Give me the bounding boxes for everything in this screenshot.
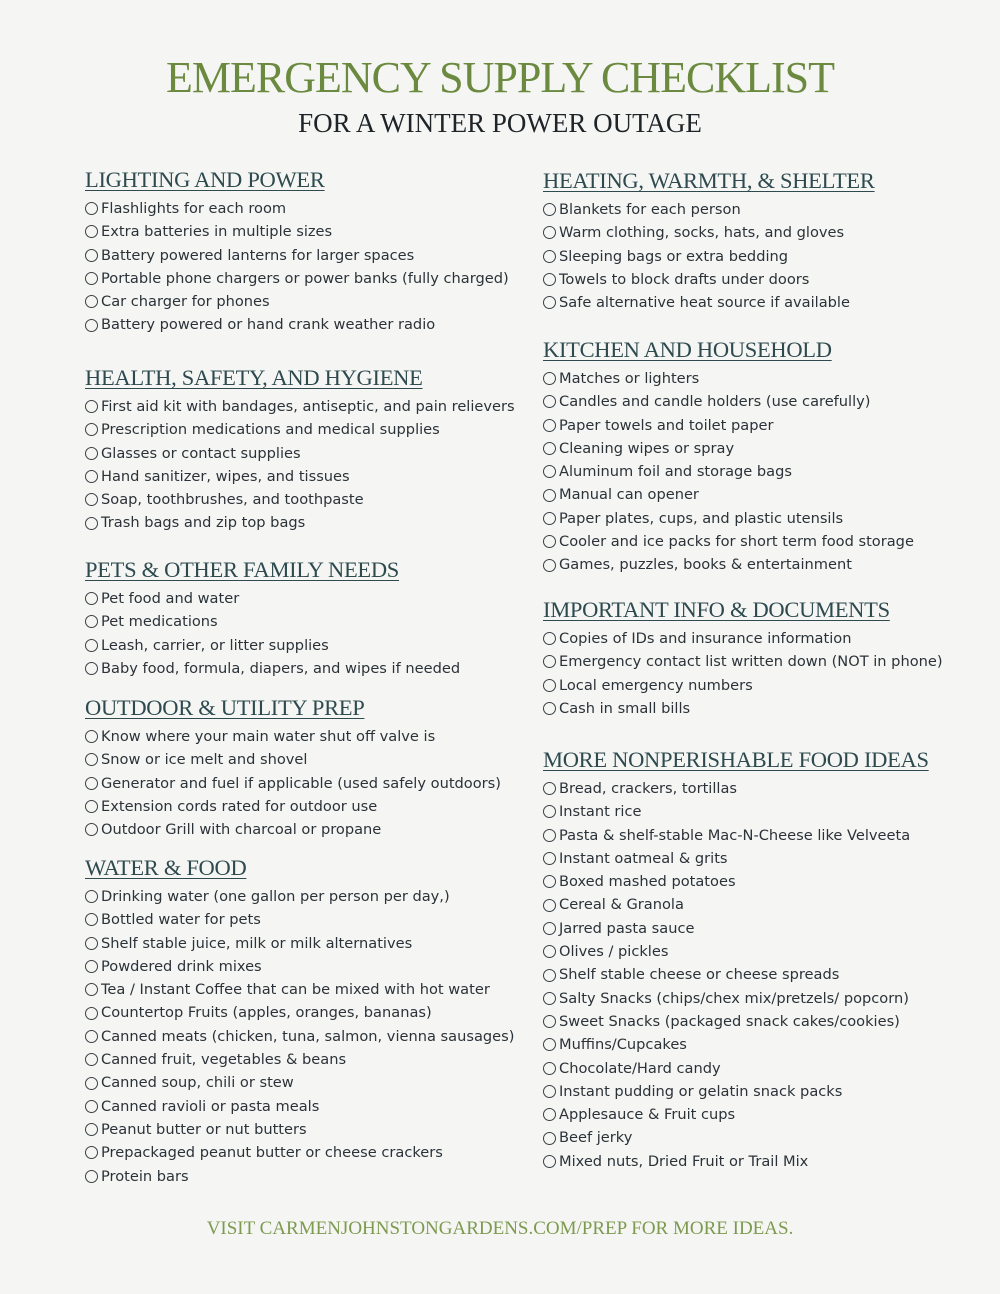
- checklist-item-label: Canned meats (chicken, tuna, salmon, vienna sausages): [101, 1027, 515, 1045]
- checklist-item: [85, 465, 515, 488]
- checklist-item-label: Manual can opener: [559, 486, 699, 504]
- checkbox-circle-icon[interactable]: [85, 592, 98, 605]
- checklist-item-label: Glasses or contact supplies: [101, 444, 301, 462]
- checklist-item: [543, 221, 875, 244]
- checkbox-circle-icon[interactable]: [85, 249, 98, 262]
- checklist-item: [85, 511, 515, 534]
- checkbox-circle-icon[interactable]: [543, 1062, 556, 1075]
- checklist-item: [543, 414, 914, 437]
- checkbox-circle-icon[interactable]: [543, 945, 556, 958]
- checkbox-circle-icon[interactable]: [85, 800, 98, 813]
- checklist-item-label: Muffins/Cupcakes: [559, 1036, 687, 1054]
- checkbox-circle-icon[interactable]: [85, 777, 98, 790]
- checkbox-circle-icon[interactable]: [85, 225, 98, 238]
- checklist-item-label: Paper towels and toilet paper: [559, 416, 774, 434]
- checklist-item-label: Instant rice: [559, 803, 642, 821]
- checkbox-circle-icon[interactable]: [85, 202, 98, 215]
- checkbox-circle-icon[interactable]: [543, 969, 556, 982]
- checklist-item: [85, 395, 515, 418]
- section-health-safety-and-hygiene: [85, 364, 515, 535]
- checkbox-circle-icon[interactable]: [85, 662, 98, 675]
- checklist-item: [543, 291, 875, 314]
- checklist-item: [85, 1095, 514, 1118]
- checkbox-circle-icon[interactable]: [543, 489, 556, 502]
- checklist-item-label: Aluminum foil and storage bags: [559, 463, 792, 481]
- checkbox-circle-icon[interactable]: [85, 493, 98, 506]
- checkbox-circle-icon[interactable]: [543, 442, 556, 455]
- footer-link-text: VISIT CARMENJOHNSTONGARDENS.COM/PREP FOR MORE IDEAS.: [206, 1218, 794, 1239]
- checklist-item-label: Pet medications: [101, 613, 218, 631]
- section-heading: OUTDOOR & UTILITY PREP: [85, 695, 365, 720]
- checkbox-circle-icon[interactable]: [85, 1030, 98, 1043]
- checklist-item: [85, 267, 509, 290]
- checkbox-circle-icon[interactable]: [543, 1132, 556, 1145]
- checklist-item: [85, 290, 509, 313]
- checkbox-circle-icon[interactable]: [543, 1155, 556, 1168]
- checkbox-circle-icon[interactable]: [543, 852, 556, 865]
- checklist-item: [85, 772, 501, 795]
- checklist-item-label: Soap, toothbrushes, and toothpaste: [101, 491, 364, 509]
- checklist-item: [85, 1165, 514, 1188]
- checkbox-circle-icon[interactable]: [543, 1085, 556, 1098]
- checklist-item-label: Generator and fuel if applicable (used safely outdoors): [101, 774, 501, 792]
- checkbox-circle-icon[interactable]: [543, 899, 556, 912]
- checkbox-circle-icon[interactable]: [85, 470, 98, 483]
- checklist-item: [85, 418, 515, 441]
- section-lighting-and-power: [85, 166, 509, 337]
- section-heading: PETS & OTHER FAMILY NEEDS: [85, 557, 400, 582]
- checklist-item-label: Outdoor Grill with charcoal or propane: [101, 821, 382, 839]
- checkbox-circle-icon[interactable]: [543, 679, 556, 692]
- checklist-item-label: Sleeping bags or extra bedding: [559, 247, 789, 265]
- checklist-item: [543, 987, 929, 1010]
- section-heading: KITCHEN AND HOUSEHOLD: [543, 337, 832, 362]
- checklist-item: [543, 507, 914, 530]
- checklist: [85, 587, 460, 680]
- checkbox-circle-icon[interactable]: [85, 1100, 98, 1113]
- checklist-item: [543, 1150, 929, 1173]
- checkbox-circle-icon[interactable]: [85, 319, 98, 332]
- section-heading: WATER & FOOD: [85, 855, 247, 880]
- checklist: [543, 777, 929, 1173]
- checklist-item-label: Sweet Snacks (packaged snack cakes/cookies): [559, 1012, 900, 1030]
- checklist-item: [85, 220, 509, 243]
- checklist: [85, 885, 514, 1188]
- checkbox-circle-icon[interactable]: [85, 753, 98, 766]
- checkbox-circle-icon[interactable]: [85, 913, 98, 926]
- section-heading: HEATING, WARMTH, & SHELTER: [543, 168, 875, 193]
- checklist-item-label: Drinking water (one gallon per person per day,): [101, 888, 450, 905]
- checklist-item-label: Car charger for phones: [101, 293, 270, 311]
- checklist: [85, 197, 509, 337]
- section-more-nonperishable-food-ideas: [543, 746, 929, 1173]
- checkbox-circle-icon[interactable]: [543, 702, 556, 715]
- checklist-item: [85, 908, 514, 931]
- checklist-item: [85, 978, 514, 1001]
- checkbox-circle-icon[interactable]: [543, 395, 556, 408]
- checklist-item-label: Canned soup, chili or stew: [101, 1074, 294, 1092]
- checklist-item: [543, 437, 914, 460]
- checklist-item-label: Powdered drink mixes: [101, 957, 262, 975]
- checklist-item-label: Snow or ice melt and shovel: [101, 751, 308, 769]
- checklist-item-label: Pasta & shelf-stable Mac-N-Cheese like Velveeta: [559, 826, 911, 844]
- checklist-item: [543, 940, 929, 963]
- checklist-item-label: Shelf stable cheese or cheese spreads: [559, 966, 840, 984]
- section-heating-warmth-and-shelter: [543, 167, 875, 314]
- checklist: [543, 627, 943, 720]
- checkbox-circle-icon[interactable]: [85, 295, 98, 308]
- checklist-item: [85, 313, 509, 336]
- checkbox-circle-icon[interactable]: [543, 372, 556, 385]
- checklist-item-label: First aid kit with bandages, antiseptic, and pain relievers: [101, 398, 515, 415]
- checkbox-circle-icon[interactable]: [85, 423, 98, 436]
- checklist-item: [85, 955, 514, 978]
- checkbox-circle-icon[interactable]: [543, 655, 556, 668]
- checklist-item: [543, 1126, 929, 1149]
- checklist-item: [543, 268, 875, 291]
- checkbox-circle-icon[interactable]: [543, 226, 556, 239]
- checklist-item: [85, 1025, 514, 1048]
- checklist-item: [543, 917, 929, 940]
- checklist-item-label: Applesauce & Fruit cups: [559, 1106, 736, 1124]
- checklist-item-label: Games, puzzles, books & entertainment: [559, 556, 852, 574]
- checklist-item: [85, 610, 460, 633]
- checklist-item: [543, 870, 929, 893]
- checklist-item: [85, 442, 515, 465]
- checklist-item-label: Cereal & Granola: [559, 896, 684, 914]
- checklist-item-label: Candles and candle holders (use carefully): [559, 393, 871, 411]
- section-heading: HEALTH, SAFETY, AND HYGIENE: [85, 365, 423, 390]
- checklist-item: [543, 697, 943, 720]
- checklist-item: [85, 795, 501, 818]
- checklist-item: [85, 748, 501, 771]
- checklist-item-label: Chocolate/Hard candy: [559, 1059, 721, 1077]
- checkbox-circle-icon[interactable]: [85, 730, 98, 743]
- checklist-item: [543, 483, 914, 506]
- checklist-item-label: Instant oatmeal & grits: [559, 849, 728, 867]
- checklist-item-label: Olives / pickles: [559, 943, 669, 961]
- checklist: [85, 725, 501, 841]
- checklist-item-label: Leash, carrier, or litter supplies: [101, 636, 329, 654]
- checkbox-circle-icon[interactable]: [543, 632, 556, 645]
- checkbox-circle-icon[interactable]: [85, 1077, 98, 1090]
- checklist-item-label: Portable phone chargers or power banks (fully charged): [101, 269, 509, 287]
- checkbox-circle-icon[interactable]: [85, 1053, 98, 1066]
- checklist-item-label: Beef jerky: [559, 1129, 633, 1147]
- section-outdoor-and-utility-prep: [85, 694, 501, 841]
- checkbox-circle-icon[interactable]: [85, 983, 98, 996]
- checklist-item-label: Battery powered or hand crank weather radio: [101, 316, 436, 334]
- checklist-item-label: Protein bars: [101, 1167, 189, 1185]
- checklist-item: [543, 1057, 929, 1080]
- section-heading: MORE NONPERISHABLE FOOD IDEAS: [543, 747, 929, 772]
- checklist-item: [543, 1103, 929, 1126]
- checklist-item: [85, 1141, 514, 1164]
- checklist-item: [85, 1071, 514, 1094]
- checklist-item: [543, 777, 929, 800]
- checklist-item-label: Prepackaged peanut butter or cheese crackers: [101, 1144, 443, 1162]
- checklist-item-label: Flashlights for each room: [101, 200, 287, 217]
- checklist-item: [85, 488, 515, 511]
- checklist-item: [543, 1033, 929, 1056]
- checkbox-circle-icon[interactable]: [543, 559, 556, 572]
- checklist-item-label: Jarred pasta sauce: [559, 919, 695, 937]
- checklist-item: [543, 800, 929, 823]
- checkbox-circle-icon[interactable]: [543, 535, 556, 548]
- checklist-item: [543, 674, 943, 697]
- checklist-item: [543, 553, 914, 576]
- section-kitchen-and-household: [543, 336, 914, 577]
- checklist-item: [543, 198, 875, 221]
- checklist-item-label: Bottled water for pets: [101, 911, 261, 929]
- checkbox-circle-icon[interactable]: [85, 517, 98, 530]
- checkbox-circle-icon[interactable]: [543, 512, 556, 525]
- checklist: [543, 198, 875, 314]
- checkbox-circle-icon[interactable]: [543, 203, 556, 216]
- checklist-item-label: Safe alternative heat source if available: [559, 294, 850, 312]
- checklist-item: [543, 390, 914, 413]
- page-title: EMERGENCY SUPPLY CHECKLIST: [166, 53, 834, 102]
- checklist-item-label: Boxed mashed potatoes: [559, 873, 736, 891]
- checkbox-circle-icon[interactable]: [543, 250, 556, 263]
- checklist-item: [543, 1010, 929, 1033]
- checklist-item: [85, 197, 509, 220]
- checklist-item-label: Trash bags and zip top bags: [101, 514, 306, 532]
- checklist-item-label: Battery powered lanterns for larger spaces: [101, 246, 415, 264]
- checklist-item-label: Tea / Instant Coffee that can be mixed with hot water: [101, 981, 490, 999]
- checklist-item: [543, 847, 929, 870]
- checklist-item-label: Towels to block drafts under doors: [559, 270, 810, 288]
- checkbox-circle-icon[interactable]: [543, 782, 556, 795]
- checkbox-circle-icon[interactable]: [543, 1038, 556, 1051]
- checklist-item: [543, 530, 914, 553]
- checklist-item: [85, 725, 501, 748]
- section-heading: IMPORTANT INFO & DOCUMENTS: [543, 597, 890, 622]
- checklist-item: [543, 824, 929, 847]
- checklist-item-label: Countertop Fruits (apples, oranges, bananas): [101, 1004, 432, 1022]
- section-pets-and-other-family-needs: [85, 556, 460, 680]
- checklist-item-label: Cash in small bills: [559, 699, 691, 717]
- checklist-item: [543, 893, 929, 916]
- checklist-item: [85, 244, 509, 267]
- checklist-item-label: Baby food, formula, diapers, and wipes if needed: [101, 659, 461, 677]
- checklist-item-label: Canned fruit, vegetables & beans: [101, 1051, 347, 1069]
- checkbox-circle-icon[interactable]: [85, 1170, 98, 1183]
- checklist-item-label: Local emergency numbers: [559, 676, 753, 694]
- checkbox-circle-icon[interactable]: [85, 1146, 98, 1159]
- checklist-item-label: Emergency contact list written down (NOT in phone): [559, 653, 943, 671]
- checkbox-circle-icon[interactable]: [543, 465, 556, 478]
- checkbox-circle-icon[interactable]: [543, 419, 556, 432]
- checklist-item: [543, 460, 914, 483]
- checkbox-circle-icon[interactable]: [85, 639, 98, 652]
- checklist-item-label: Canned ravioli or pasta meals: [101, 1097, 320, 1115]
- checklist-item: [85, 818, 501, 841]
- checkbox-circle-icon[interactable]: [85, 823, 98, 836]
- checkbox-circle-icon[interactable]: [85, 272, 98, 285]
- checkbox-circle-icon[interactable]: [543, 829, 556, 842]
- checkbox-circle-icon[interactable]: [85, 960, 98, 973]
- checklist-item-label: Shelf stable juice, milk or milk alternatives: [101, 934, 413, 952]
- checklist-item: [543, 245, 875, 268]
- checklist-item-label: Blankets for each person: [559, 201, 741, 218]
- checkbox-circle-icon[interactable]: [543, 273, 556, 286]
- checklist-item-label: Paper plates, cups, and plastic utensils: [559, 509, 844, 527]
- checkbox-circle-icon[interactable]: [543, 922, 556, 935]
- checklist: [85, 395, 515, 535]
- checklist-item: [85, 932, 514, 955]
- checklist-item-label: Peanut butter or nut butters: [101, 1120, 307, 1138]
- checkbox-circle-icon[interactable]: [85, 937, 98, 950]
- section-important-info-and-documents: [543, 596, 943, 720]
- checkbox-circle-icon[interactable]: [543, 875, 556, 888]
- checkbox-circle-icon[interactable]: [85, 447, 98, 460]
- checklist-item-label: Extra batteries in multiple sizes: [101, 223, 333, 241]
- checklist-item: [85, 634, 460, 657]
- checklist-item-label: Bread, crackers, tortillas: [559, 780, 738, 797]
- checklist-item-label: Mixed nuts, Dried Fruit or Trail Mix: [559, 1152, 809, 1170]
- checklist: [543, 367, 914, 577]
- checkbox-circle-icon[interactable]: [85, 615, 98, 628]
- checklist-item-label: Copies of IDs and insurance information: [559, 630, 852, 647]
- checklist-item: [543, 627, 943, 650]
- checkbox-circle-icon[interactable]: [85, 890, 98, 903]
- checkbox-circle-icon[interactable]: [543, 992, 556, 1005]
- checkbox-circle-icon[interactable]: [85, 1007, 98, 1020]
- checkbox-circle-icon[interactable]: [85, 400, 98, 413]
- checklist-item-label: Salty Snacks (chips/chex mix/pretzels/ popcorn): [559, 989, 909, 1007]
- checklist-item-label: Instant pudding or gelatin snack packs: [559, 1082, 843, 1100]
- checklist-item-label: Know where your main water shut off valve is: [101, 728, 436, 745]
- checklist-item: [85, 587, 460, 610]
- checklist-item: [543, 963, 929, 986]
- checklist-item-label: Pet food and water: [101, 590, 240, 607]
- checklist-item: [85, 1001, 514, 1024]
- checklist-item: [543, 367, 914, 390]
- checklist-item-label: Extension cords rated for outdoor use: [101, 797, 378, 815]
- page-subtitle: FOR A WINTER POWER OUTAGE: [298, 108, 702, 138]
- checkbox-circle-icon[interactable]: [543, 1108, 556, 1121]
- checklist-item: [85, 657, 460, 680]
- section-water-and-food: [85, 854, 514, 1188]
- checkbox-circle-icon[interactable]: [85, 1123, 98, 1136]
- checklist-item: [85, 885, 514, 908]
- checklist-item-label: Cooler and ice packs for short term food storage: [559, 533, 914, 551]
- checklist-item-label: Cleaning wipes or spray: [559, 439, 735, 457]
- checkbox-circle-icon[interactable]: [543, 1015, 556, 1028]
- checklist-item-label: Matches or lighters: [559, 370, 700, 387]
- section-heading: LIGHTING AND POWER: [85, 167, 325, 192]
- checklist-item: [85, 1118, 514, 1141]
- checklist-item-label: Warm clothing, socks, hats, and gloves: [559, 224, 845, 242]
- checklist-item-label: Hand sanitizer, wipes, and tissues: [101, 467, 350, 485]
- checklist-item: [543, 650, 943, 673]
- checkbox-circle-icon[interactable]: [543, 296, 556, 309]
- checkbox-circle-icon[interactable]: [543, 805, 556, 818]
- checklist-item: [543, 1080, 929, 1103]
- checklist-item: [85, 1048, 514, 1071]
- checklist-item-label: Prescription medications and medical supplies: [101, 421, 440, 439]
